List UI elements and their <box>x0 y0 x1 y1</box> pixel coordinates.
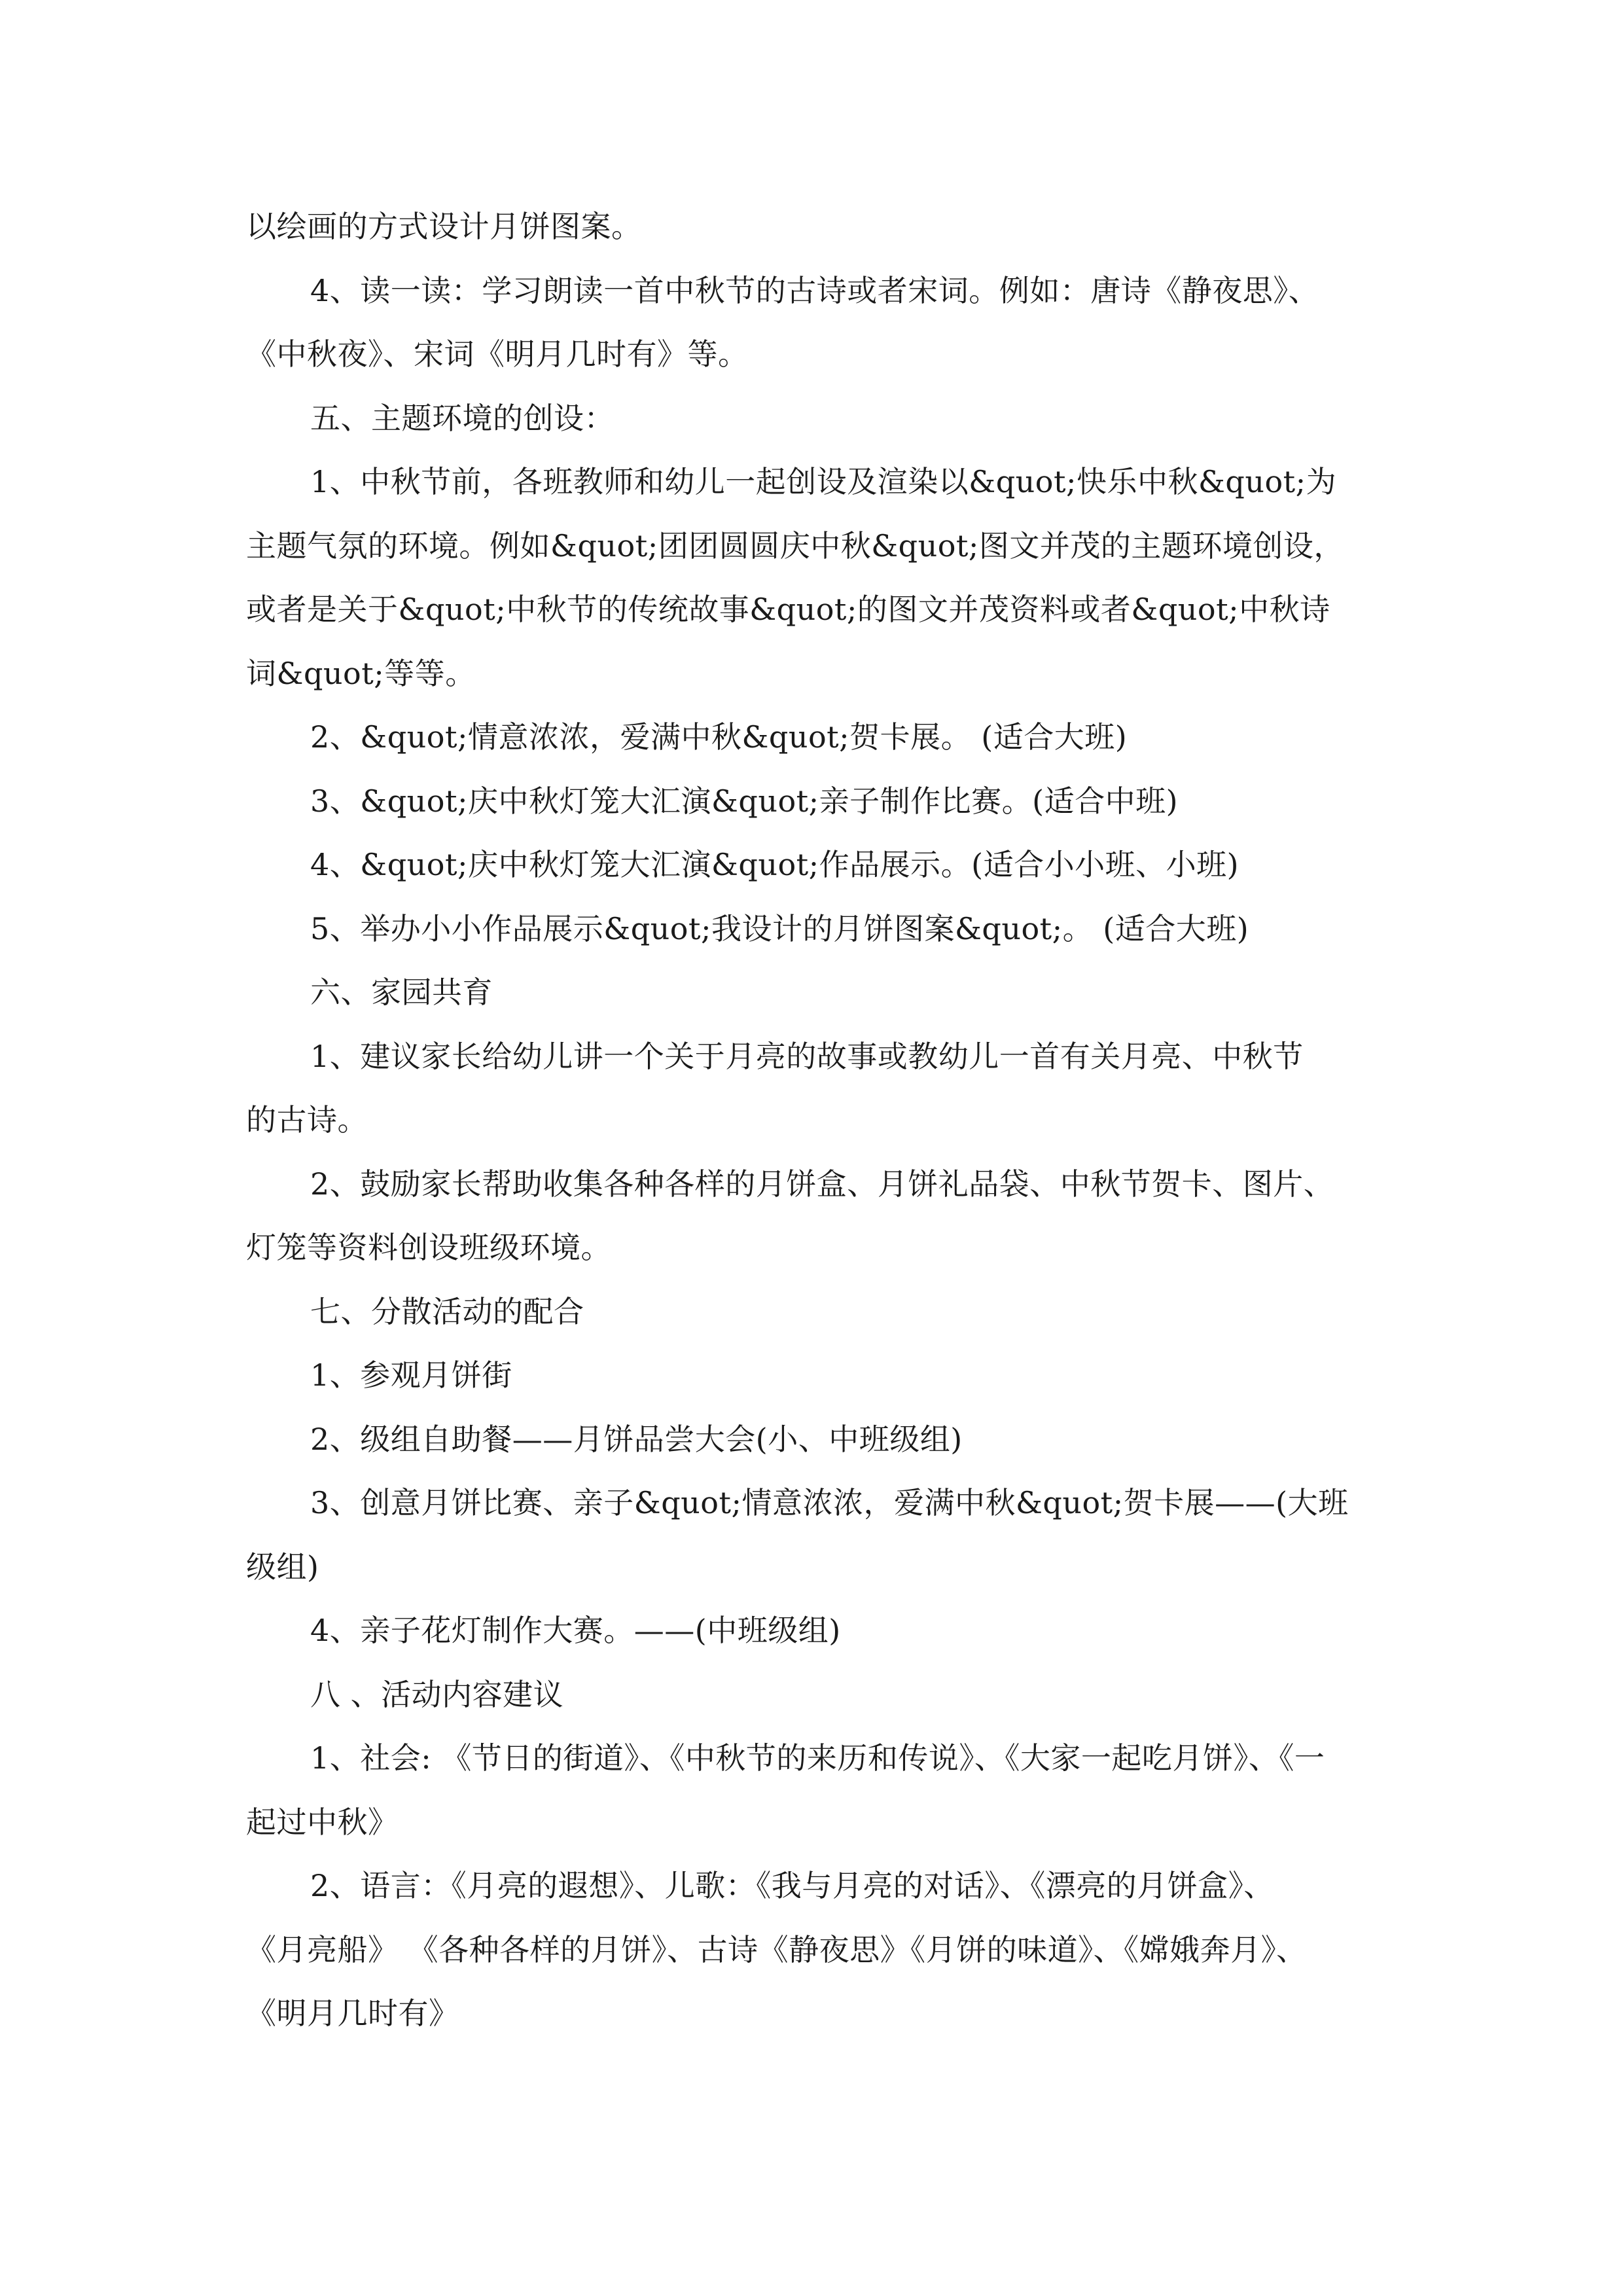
section-heading-7: 七、分散活动的配合 <box>310 1293 584 1329</box>
paragraph-line: 词&quot;等等。 <box>246 655 476 691</box>
paragraph-line: 1、参观月饼街 <box>310 1357 512 1393</box>
paragraph-line: 的古诗。 <box>246 1102 368 1138</box>
paragraph-line: 或者是关于&quot;中秋节的传统故事&quot;的图文并茂资料或者&quot;中秋诗 <box>246 592 1330 627</box>
paragraph-line: 2、级组自助餐——月饼品尝大会(小、中班级组) <box>310 1421 963 1457</box>
paragraph-line: 2、&quot;情意浓浓，爱满中秋&quot;贺卡展。 (适合大班) <box>310 719 1128 755</box>
paragraph-line: 3、创意月饼比赛、亲子&quot;情意浓浓，爱满中秋&quot;贺卡展——(大班 <box>310 1485 1349 1520</box>
section-heading-5: 五、主题环境的创设： <box>310 400 615 436</box>
paragraph-line: 4、亲子花灯制作大赛。——(中班级组) <box>310 1613 841 1648</box>
section-heading-8: 八 、活动内容建议 <box>310 1676 564 1712</box>
paragraph-line: 起过中秋》 <box>246 1804 399 1840</box>
paragraph-line: 以绘画的方式设计月饼图案。 <box>246 209 642 244</box>
paragraph-line: 《明月几时有》 <box>246 1996 459 2031</box>
paragraph-line: 级组) <box>246 1549 319 1585</box>
document-body <box>246 195 1391 2046</box>
paragraph-line: 2、鼓励家长帮助收集各种各样的月饼盒、月饼礼品袋、中秋节贺卡、图片、 <box>310 1166 1334 1202</box>
paragraph-line: 《中秋夜》、宋词《明月几时有》等。 <box>246 336 749 372</box>
paragraph-line: 1、社会: 《节日的街道》、《中秋节的来历和传说》、《大家一起吃月饼》、《一 <box>310 1740 1325 1776</box>
paragraph-line: 主题气氛的环境。例如&quot;团团圆圆庆中秋&quot;图文并茂的主题环境创设， <box>246 528 1344 564</box>
paragraph-line: 3、&quot;庆中秋灯笼大汇演&quot;亲子制作比赛。(适合中班) <box>310 783 1179 819</box>
paragraph-line: 1、建议家长给幼儿讲一个关于月亮的故事或教幼儿一首有关月亮、中秋节 <box>310 1038 1304 1074</box>
section-heading-6: 六、家园共育 <box>310 975 493 1010</box>
paragraph-line: 4、&quot;庆中秋灯笼大汇演&quot;作品展示。(适合小小班、小班) <box>310 847 1240 882</box>
paragraph-line: 1、中秋节前，各班教师和幼儿一起创设及渲染以&quot;快乐中秋&quot;为 <box>310 464 1337 499</box>
paragraph-line: 4、读一读：学习朗读一首中秋节的古诗或者宋词。例如：唐诗《静夜思》、 <box>310 272 1319 308</box>
paragraph-line: 2、语言：《月亮的遐想》、儿歌：《我与月亮的对话》、《漂亮的月饼盒》、 <box>310 1868 1274 1903</box>
paragraph-line: 《月亮船》 《各种各样的月饼》、古诗《静夜思》《月饼的味道》、《嫦娥奔月》、 <box>246 1931 1307 1967</box>
paragraph-line: 5、举办小小作品展示&quot;我设计的月饼图案&quot;。 (适合大班) <box>310 910 1249 946</box>
paragraph-line: 灯笼等资料创设班级环境。 <box>246 1230 611 1265</box>
